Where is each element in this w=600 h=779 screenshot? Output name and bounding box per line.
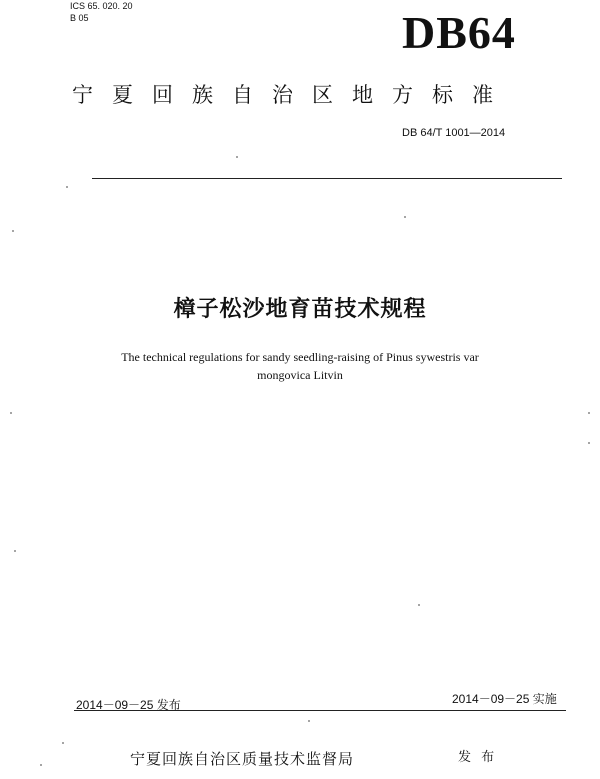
header-divider xyxy=(92,178,562,179)
scan-speck xyxy=(12,230,14,232)
scan-speck xyxy=(10,412,12,414)
title-chinese: 樟子松沙地育苗技术规程 xyxy=(173,297,427,322)
ccs-code: B 05 xyxy=(70,13,89,23)
scan-speck xyxy=(14,550,16,552)
scan-speck xyxy=(588,442,590,444)
publish-label: 发 布 xyxy=(458,750,498,765)
footer-divider xyxy=(74,710,566,711)
scan-speck xyxy=(236,156,238,158)
scan-speck xyxy=(404,216,406,218)
scan-speck xyxy=(40,764,42,766)
scan-speck xyxy=(308,720,310,722)
issue-date: 2014－09－25 发布 xyxy=(76,698,181,712)
title-english-line2: mongovica Litvin xyxy=(257,368,343,382)
classification-codes xyxy=(70,0,133,24)
db64-logo: DB64 xyxy=(402,7,516,58)
implementation-date: 2014－09－25 实施 xyxy=(452,692,557,706)
title-english-line1: The technical regulations for sandy seedling-raising of Pinus sywestris var xyxy=(121,350,479,364)
ics-code: ICS 65. 020. 20 xyxy=(70,1,133,11)
standard-code: DB 64/T 1001—2014 xyxy=(402,127,506,139)
scan-speck xyxy=(66,186,68,188)
standard-category: 宁夏回族自治区地方标准 xyxy=(72,83,512,107)
scan-speck xyxy=(62,742,64,744)
title-english xyxy=(100,348,500,384)
scan-speck xyxy=(418,604,420,606)
publisher: 宁夏回族自治区质量技术监督局 xyxy=(130,750,355,768)
scan-speck xyxy=(588,412,590,414)
